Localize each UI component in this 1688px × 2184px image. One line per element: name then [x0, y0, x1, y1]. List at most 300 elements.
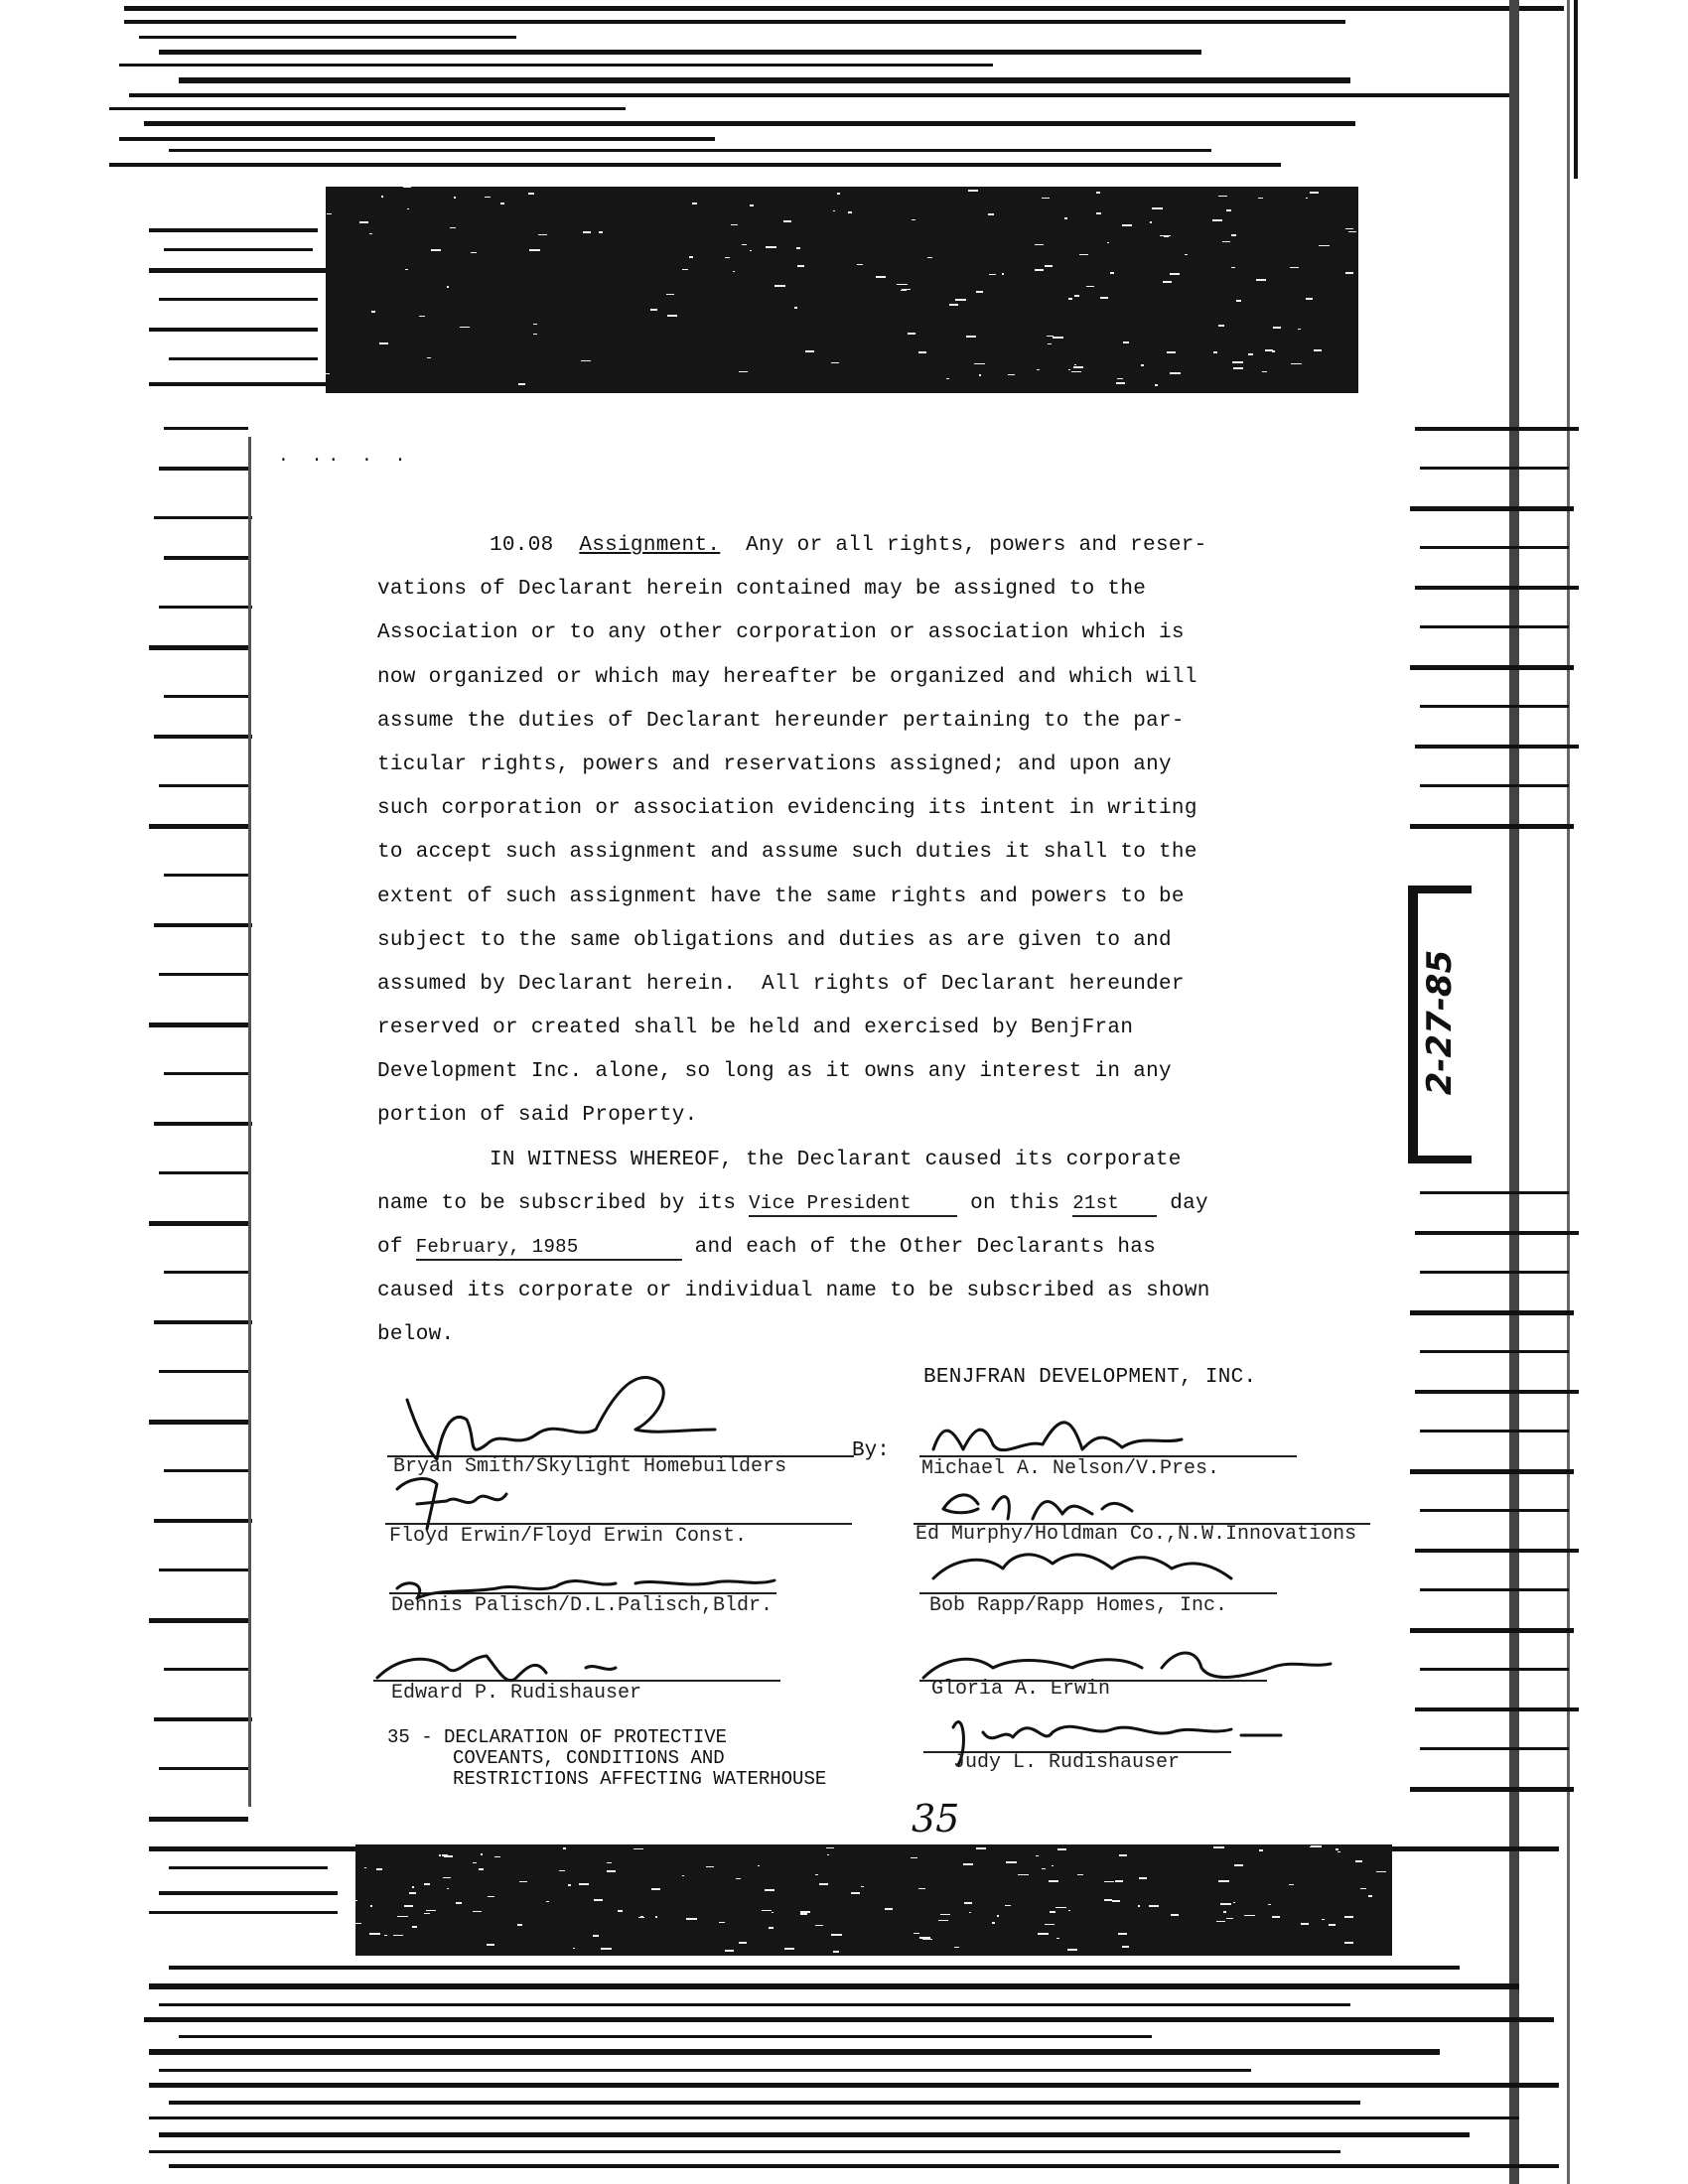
section-10-08-body — [377, 524, 1271, 1358]
scan-speck — [1223, 1911, 1226, 1913]
body-line: ticular rights, powers and reservations assigned; and upon any — [377, 752, 1172, 776]
scan-speck — [393, 1935, 403, 1936]
scan-speck — [404, 1905, 413, 1907]
scan-speck — [1220, 1903, 1231, 1905]
scan-speck — [533, 334, 537, 335]
scan-speck — [992, 1922, 995, 1924]
signatory-name: Bryan Smith/Skylight Homebuilders — [393, 1455, 787, 1478]
scan-speck — [976, 1847, 986, 1849]
witness-text: of — [377, 1236, 416, 1259]
scan-speck — [456, 1902, 462, 1904]
scan-speck — [607, 1862, 612, 1863]
scan-speck — [518, 383, 525, 385]
scan-speck — [769, 1927, 774, 1929]
scan-speck — [827, 1854, 829, 1855]
body-line: vations of Declarant herein contained may be assigned to the — [377, 578, 1147, 602]
scan-speck — [1096, 212, 1101, 214]
scan-speck — [405, 269, 408, 270]
scan-speck — [946, 378, 949, 379]
scan-speck — [1104, 1899, 1112, 1901]
scan-speck — [833, 210, 835, 211]
scan-speck — [796, 247, 800, 249]
scan-speck — [692, 203, 697, 205]
scan-dark-band-top — [326, 187, 1358, 393]
scan-speck — [940, 1914, 950, 1915]
witness-text: day — [1157, 1191, 1208, 1215]
scan-speck — [1336, 1848, 1338, 1850]
witness-text: and each of the Other Declarants has — [681, 1236, 1157, 1259]
scan-speck — [450, 227, 456, 228]
scan-speck — [529, 249, 540, 251]
scan-speck — [1035, 269, 1044, 271]
scan-speck — [1272, 1916, 1280, 1918]
scan-speck — [927, 257, 932, 258]
scan-speck — [573, 1948, 575, 1949]
signatory-name: Michael A. Nelson/V.Pres. — [921, 1457, 1220, 1480]
scan-speck — [439, 1854, 441, 1856]
scan-speck — [403, 187, 411, 188]
date-field: February, 1985 — [416, 1235, 682, 1261]
scan-speck — [528, 193, 534, 195]
document-footer — [387, 1727, 826, 1790]
scan-speck — [364, 1867, 366, 1868]
body-line: such corporation or association evidencing its intent in writing — [377, 797, 1197, 821]
scan-speck — [1071, 371, 1081, 372]
scan-speck — [1306, 198, 1308, 199]
scan-speck — [471, 252, 477, 253]
scan-speck — [369, 233, 372, 234]
scan-speck — [1122, 224, 1132, 226]
scan-speck — [1042, 1868, 1046, 1869]
scan-speck — [725, 1950, 734, 1952]
scan-speck — [833, 1951, 839, 1953]
scan-speck — [1074, 364, 1076, 365]
footer-line: RESTRICTIONS AFFECTING WATERHOUSE — [453, 1768, 827, 1790]
scan-speck — [1008, 374, 1015, 375]
scan-speck — [1056, 1938, 1059, 1939]
scan-speck — [706, 1866, 714, 1867]
body-line: portion of said Property. — [377, 1104, 698, 1128]
scan-speck — [955, 299, 966, 301]
scan-speck — [1345, 272, 1353, 274]
scan-speck — [369, 1933, 380, 1935]
scan-speck — [997, 1915, 999, 1917]
scan-speck — [1141, 364, 1144, 366]
scan-speck — [583, 231, 591, 233]
signatory-name: Floyd Erwin/Floyd Erwin Const. — [389, 1525, 748, 1548]
scan-speck — [1218, 1880, 1229, 1882]
day-field: 21st — [1072, 1191, 1157, 1217]
scan-speck — [454, 197, 456, 199]
scan-speck — [1310, 1846, 1321, 1847]
scan-speck — [1005, 1905, 1011, 1906]
scan-speck — [682, 1875, 684, 1876]
body-line: reserved or created shall be held and exercised by BenjFran — [377, 1017, 1134, 1040]
scan-speck — [1348, 231, 1356, 232]
scan-speck — [1074, 295, 1079, 297]
officer-title-field: Vice President — [749, 1191, 957, 1217]
scan-speck — [327, 213, 332, 214]
scan-speck — [579, 1883, 589, 1885]
scan-speck — [1152, 207, 1163, 209]
scan-speck — [1057, 1848, 1066, 1850]
scan-speck — [1226, 1918, 1233, 1919]
scan-speck — [919, 1937, 930, 1939]
scan-speck — [1036, 1855, 1039, 1856]
section-number: 10.08 — [490, 534, 554, 557]
scan-speck — [667, 315, 677, 317]
scan-speck — [1067, 1949, 1077, 1951]
scan-speck — [1216, 1921, 1225, 1922]
scan-speck — [1068, 1910, 1070, 1911]
scan-speck — [409, 1892, 416, 1894]
scan-speck — [1226, 209, 1231, 211]
scan-speck — [800, 1911, 810, 1913]
scan-speck — [719, 1922, 725, 1923]
scan-speck — [1037, 369, 1040, 370]
scan-speck — [1289, 1884, 1294, 1885]
scan-speck — [1218, 325, 1224, 327]
scan-speck — [826, 1847, 834, 1848]
scan-speck — [908, 333, 915, 335]
scan-speck — [607, 1870, 616, 1872]
scan-speck — [426, 1910, 436, 1911]
corner-marks: . .. . . — [278, 447, 412, 467]
scan-speck — [1073, 366, 1083, 368]
scan-speck — [640, 1916, 643, 1918]
scan-speck — [1314, 349, 1322, 351]
scan-speck — [593, 1935, 599, 1937]
body-line: Association or to any other corporation or association which is — [377, 621, 1185, 645]
scan-speck — [739, 371, 748, 372]
scan-speck — [968, 190, 978, 192]
scan-speck — [988, 213, 994, 215]
scan-speck — [1268, 1904, 1271, 1905]
scan-speck — [424, 1883, 430, 1885]
scan-speck — [815, 1925, 823, 1926]
scan-speck — [1329, 1924, 1336, 1926]
scan-speck — [912, 219, 915, 220]
scan-speck — [963, 1863, 973, 1865]
scan-speck — [1052, 1865, 1054, 1866]
scan-speck — [1213, 1846, 1224, 1848]
body-line: assumed by Declarant herein. All rights of Declarant hereunder — [377, 972, 1185, 996]
scan-speck — [1337, 1851, 1340, 1852]
scan-dark-band-bottom — [355, 1844, 1392, 1956]
scan-speck — [1244, 1915, 1255, 1916]
scan-speck — [407, 208, 409, 209]
scan-speck — [831, 362, 839, 363]
scan-speck — [848, 211, 852, 213]
scan-speck — [736, 1878, 741, 1879]
scan-speck — [500, 203, 504, 205]
scan-speck — [384, 1935, 387, 1936]
scan-speck — [914, 1933, 919, 1934]
scan-speck — [815, 1874, 818, 1875]
scan-speck — [1064, 217, 1067, 219]
scan-speck — [742, 244, 747, 245]
scan-speck — [954, 1947, 959, 1948]
scan-speck — [517, 1924, 522, 1926]
scan-speck — [805, 350, 814, 352]
body-line: Development Inc. alone, so long as it owns any interest in any — [377, 1060, 1172, 1084]
scan-speck — [837, 193, 840, 195]
scan-speck — [1045, 265, 1053, 267]
scan-speck — [1006, 1861, 1017, 1863]
scan-speck — [966, 336, 976, 338]
scan-speck — [533, 324, 537, 325]
scan-speck — [1077, 1874, 1083, 1875]
scan-speck — [876, 276, 886, 278]
scan-speck — [765, 1889, 774, 1891]
scan-speck — [758, 1865, 760, 1866]
scan-speck — [379, 342, 388, 344]
scan-speck — [442, 1854, 448, 1856]
scan-speck — [1344, 1942, 1353, 1944]
scan-speck — [1123, 341, 1129, 343]
scan-speck — [819, 1883, 828, 1885]
body-line: Any or all rights, powers and reser- — [746, 534, 1207, 557]
signatory-name: Gloria A. Erwin — [931, 1678, 1111, 1701]
scan-speck — [538, 234, 547, 235]
scan-speck — [1002, 273, 1004, 275]
scan-speck — [370, 1905, 372, 1907]
scan-speck — [650, 309, 657, 311]
scan-speck — [1290, 267, 1299, 268]
scan-speck — [1301, 1923, 1309, 1925]
margin-stamp-date: 2-27-85 — [1420, 949, 1460, 1096]
scan-speck — [1345, 228, 1353, 229]
scan-speck — [766, 246, 776, 248]
scan-speck — [1167, 351, 1176, 353]
scan-speck — [979, 374, 981, 376]
scan-speck — [494, 1856, 500, 1857]
scan-speck — [412, 1886, 414, 1888]
scan-speck — [976, 291, 983, 293]
scan-speck — [725, 257, 730, 258]
scan-speck — [601, 1948, 612, 1950]
scan-speck — [974, 363, 985, 364]
scan-speck — [733, 271, 735, 272]
scan-speck — [581, 360, 591, 361]
scan-speck — [355, 1923, 361, 1924]
scan-speck — [1319, 245, 1330, 246]
scan-speck — [427, 357, 431, 358]
scan-speck — [1291, 363, 1302, 364]
scan-speck — [447, 1888, 449, 1889]
scan-speck — [918, 351, 926, 353]
body-line: to accept such assignment and assume such duties it shall to the — [377, 841, 1197, 865]
scan-speck — [1119, 1854, 1127, 1856]
scan-speck — [651, 1888, 660, 1890]
scan-speck — [568, 1884, 571, 1886]
scan-speck — [1258, 198, 1263, 199]
scan-speck — [800, 1913, 807, 1915]
scan-speck — [481, 1853, 483, 1855]
scan-speck — [1048, 343, 1052, 344]
scan-speck — [1213, 351, 1217, 353]
scan-speck — [1212, 219, 1222, 221]
scan-speck — [412, 1926, 417, 1928]
scan-speck — [1086, 286, 1094, 287]
scan-speck — [633, 1848, 643, 1849]
scan-speck — [1047, 336, 1054, 337]
scan-speck — [783, 220, 791, 222]
scan-speck — [1118, 1933, 1127, 1935]
scan-speck — [1232, 361, 1243, 363]
scan-speck — [419, 316, 425, 317]
scan-speck — [473, 1862, 477, 1863]
witness-line: caused its corporate or individual name to be subscribed as shown — [377, 1280, 1210, 1303]
scan-speck — [1068, 298, 1072, 300]
scan-speck — [1038, 1933, 1049, 1935]
scan-speck — [911, 1857, 917, 1858]
scan-speck — [1376, 1871, 1386, 1872]
scan-speck — [1344, 1916, 1353, 1918]
scan-speck — [1259, 1849, 1263, 1851]
scan-speck — [1053, 337, 1063, 339]
scan-speck — [487, 1944, 494, 1946]
scan-speck — [1100, 297, 1108, 299]
scan-speck — [655, 1916, 657, 1918]
scan-speck — [772, 1912, 774, 1913]
scan-speck — [460, 327, 470, 328]
scan-speck — [1055, 1907, 1066, 1908]
witness-line: below. — [377, 1323, 455, 1347]
scan-speck — [473, 1911, 482, 1912]
scan-speck — [1035, 244, 1044, 245]
witness-text: on this — [957, 1191, 1073, 1215]
footer-line: DECLARATION OF PROTECTIVE — [444, 1726, 728, 1748]
scan-speck — [731, 224, 738, 225]
scan-speck — [750, 205, 754, 206]
signatory-name: Bob Rapp/Rapp Homes, Inc. — [929, 1594, 1228, 1617]
scan-speck — [1273, 327, 1281, 329]
scan-speck — [784, 1948, 794, 1950]
scan-speck — [1116, 382, 1125, 384]
scan-speck — [443, 1877, 451, 1878]
signatory-name: Judy L. Rudishauser — [953, 1751, 1181, 1774]
scan-speck — [1139, 1877, 1147, 1879]
scan-speck — [861, 1886, 864, 1887]
scan-speck — [897, 284, 908, 285]
scan-speck — [1049, 1880, 1058, 1882]
scan-speck — [1322, 1919, 1325, 1920]
signatory-name: Dennis Palisch/D.L.Palisch,Bldr. — [391, 1594, 774, 1617]
scan-speck — [1171, 1914, 1179, 1916]
scan-speck — [599, 231, 603, 233]
scan-speck — [1155, 384, 1158, 386]
scan-speck — [949, 304, 958, 306]
scan-speck — [424, 1913, 430, 1914]
scan-speck — [359, 221, 368, 223]
scan-speck — [1050, 1911, 1055, 1913]
scan-speck — [1115, 1880, 1123, 1882]
scan-speck — [447, 286, 449, 288]
scan-speck — [797, 265, 804, 267]
scan-speck — [1298, 329, 1301, 330]
body-line: subject to the same obligations and duties as are given to and — [377, 928, 1172, 952]
scan-speck — [1222, 241, 1230, 242]
body-line: extent of such assignment have the same rights and powers to be — [377, 885, 1185, 908]
scan-speck — [1170, 273, 1180, 275]
scan-speck — [326, 373, 330, 374]
scan-speck — [1149, 1905, 1159, 1907]
signatory-name: Ed Murphy/Holdman Co.,N.W.Innovations — [915, 1523, 1357, 1546]
scan-speck — [774, 285, 785, 287]
scan-speck — [1110, 272, 1114, 274]
scan-speck — [1045, 1924, 1055, 1925]
scan-speck — [1163, 281, 1172, 283]
footer-page-prefix: 35 - — [387, 1726, 445, 1748]
scan-speck — [750, 250, 752, 251]
scan-speck — [1096, 192, 1100, 194]
scan-speck — [762, 1910, 772, 1911]
scan-speck — [682, 269, 688, 270]
scan-speck — [355, 1900, 357, 1901]
scan-speck — [1256, 279, 1266, 281]
company-name: BENJFRAN DEVELOPMENT, INC. — [923, 1366, 1257, 1389]
scan-speck — [1185, 254, 1188, 255]
scan-speck — [1068, 369, 1070, 370]
scan-speck — [831, 1934, 842, 1936]
scan-speck — [739, 1942, 747, 1944]
footer-line: COVEANTS, CONDITIONS AND — [453, 1747, 725, 1769]
scan-speck — [594, 1899, 603, 1901]
scan-speck — [922, 1939, 932, 1940]
scan-speck — [371, 311, 375, 313]
body-line: assume the duties of Declarant hereunder pertaining to the par- — [377, 709, 1185, 733]
scan-speck — [546, 1901, 549, 1902]
scan-speck — [689, 256, 693, 258]
scan-speck — [1138, 1905, 1140, 1907]
scan-speck — [1170, 372, 1181, 374]
scan-speck — [376, 1868, 382, 1870]
scan-speck — [1355, 1860, 1362, 1862]
scan-speck — [1233, 1902, 1235, 1903]
scan-speck — [1248, 353, 1253, 355]
scan-speck — [1079, 254, 1088, 255]
scan-speck — [431, 249, 441, 251]
scan-speck — [964, 1902, 972, 1904]
scan-speck — [397, 1916, 408, 1917]
scan-speck — [618, 1910, 623, 1912]
scan-speck — [519, 1881, 527, 1882]
body-line: now organized or which may hereafter be organized and which will — [377, 665, 1197, 689]
scan-speck — [1310, 192, 1319, 194]
scan-speck — [1150, 221, 1152, 223]
scan-speck — [1112, 1900, 1120, 1902]
scan-speck — [794, 307, 797, 309]
scan-speck — [1262, 371, 1267, 372]
scan-speck — [1231, 234, 1236, 236]
scan-speck — [1265, 349, 1273, 351]
scan-speck — [1042, 198, 1050, 199]
witness-line: IN WITNESS WHEREOF, the Declarant caused its corporate — [490, 1148, 1182, 1171]
scan-speck — [1122, 1946, 1129, 1948]
scan-speck — [851, 1892, 860, 1894]
scan-speck — [559, 1870, 565, 1871]
scan-speck — [381, 196, 383, 198]
witness-text: name to be subscribed by its — [377, 1191, 750, 1215]
scan-speck — [938, 1920, 948, 1921]
scan-speck — [563, 1847, 566, 1849]
scan-speck — [885, 1908, 893, 1910]
signatory-name: Edward P. Rudishauser — [391, 1682, 642, 1705]
scan-speck — [1360, 1888, 1366, 1889]
scan-speck — [1236, 300, 1241, 302]
handwritten-page-number: 35 — [912, 1797, 960, 1841]
